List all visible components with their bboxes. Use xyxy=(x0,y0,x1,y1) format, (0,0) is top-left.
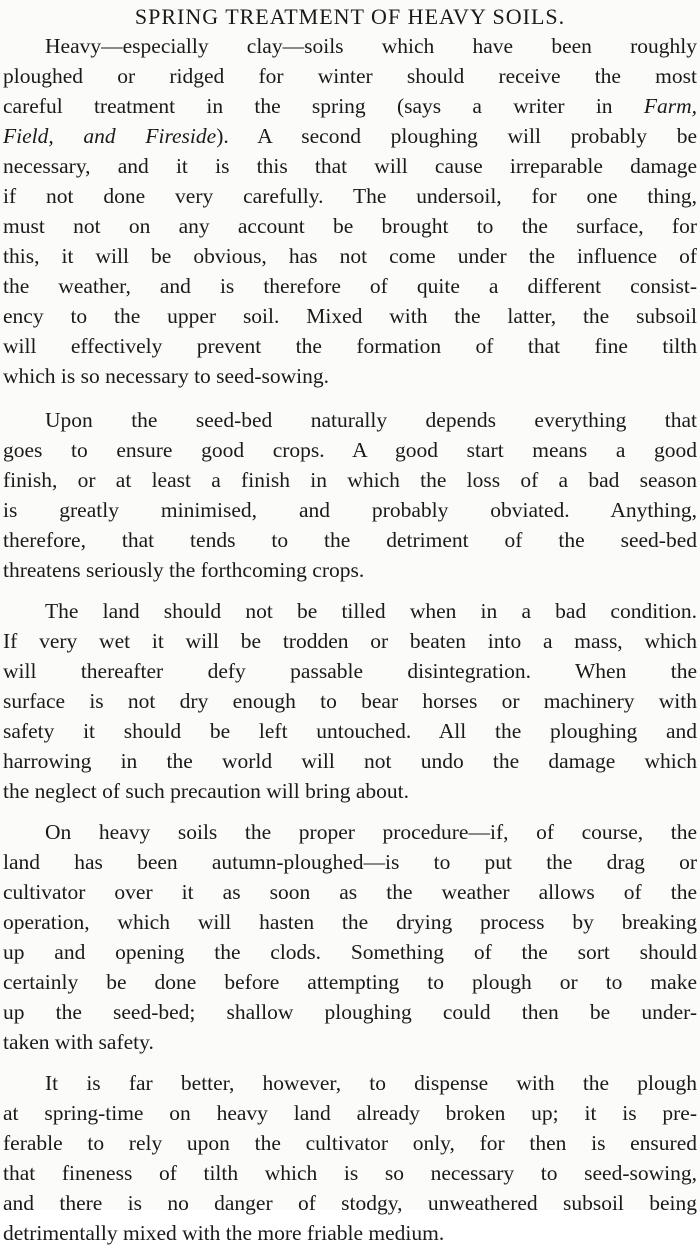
text-line: It is far better, however, to dispense with the plough xyxy=(45,1071,697,1095)
text-line xyxy=(3,91,697,121)
text-line: up and opening the clods. Something of the sort should xyxy=(3,940,697,964)
text-line: finish, or at least a finish in which the loss of a bad season xyxy=(3,468,697,492)
text-line: must not on any account be brought to the surface, for xyxy=(3,214,697,238)
text-line: will effectively prevent the formation of that fine tilth xyxy=(3,334,697,358)
text-line: ency to the upper soil. Mixed with the latter, the subsoil xyxy=(3,304,697,328)
text-line: certainly be done before attempting to plough or to make xyxy=(3,970,697,994)
text-line: detrimentally mixed with the more friable medium. xyxy=(3,1221,445,1245)
italic-publication-name: Farm, xyxy=(643,94,697,118)
text-line: If very wet it will be trodden or beaten into a mass, which xyxy=(3,629,697,653)
text-line: Heavy—especially clay—soils which have been roughly xyxy=(45,34,697,58)
text-line: threatens seriously the forthcoming crops. xyxy=(3,558,365,582)
paragraph-4 xyxy=(3,817,697,1057)
text-line: that fineness of tilth which is so necessary to seed-sowing, xyxy=(3,1161,697,1185)
italic-publication-name: Field, and Fireside xyxy=(3,124,217,148)
text-line: operation, which will hasten the drying process by breaking xyxy=(3,910,697,934)
text-line: this, it will be obvious, has not come under the influence of xyxy=(3,244,697,268)
text-line: safety it should be left untouched. All the ploughing and xyxy=(3,719,697,743)
text-line: at spring-time on heavy land already broken up; it is pre- xyxy=(3,1101,697,1125)
text-line: goes to ensure good crops. A good start means a good xyxy=(3,438,697,462)
article-title: SPRING TREATMENT OF HEAVY SOILS. xyxy=(134,4,566,29)
paragraph-2 xyxy=(3,405,697,585)
text-line: ploughed or ridged for winter should receive the most xyxy=(3,64,697,88)
article-body xyxy=(3,31,697,1248)
text-segment: careful treatment in the spring (says a writer in xyxy=(3,94,613,118)
text-line: therefore, that tends to the detriment of the seed-bed xyxy=(3,528,697,552)
text-line: harrowing in the world will not undo the damage which xyxy=(3,749,697,773)
text-line: ferable to rely upon the cultivator only, for then is ensured xyxy=(3,1131,697,1155)
text-line: On heavy soils the proper procedure—if, of course, the xyxy=(45,820,697,844)
text-line: Upon the seed-bed naturally depends everything that xyxy=(45,408,697,432)
paragraph-5 xyxy=(3,1068,697,1248)
text-line: is greatly minimised, and probably obviated. Anything, xyxy=(3,498,697,522)
text-line: necessary, and it is this that will cause irreparable damage xyxy=(3,154,697,178)
text-line: will thereafter defy passable disintegration. When the xyxy=(3,659,697,683)
text-line: and there is no danger of stodgy, unweathered subsoil being xyxy=(3,1191,697,1215)
text-line: land has been autumn-ploughed—is to put the drag or xyxy=(3,850,697,874)
text-line: the weather, and is therefore of quite a different consist- xyxy=(3,274,697,298)
text-line: taken with safety. xyxy=(3,1030,154,1054)
text-line: if not done very carefully. The undersoil, for one thing, xyxy=(3,184,697,208)
text-line: cultivator over it as soon as the weather allows of the xyxy=(3,880,697,904)
text-line: surface is not dry enough to bear horses or machinery with xyxy=(3,689,697,713)
text-segment: ). A second ploughing will probably be xyxy=(216,124,697,148)
paragraph-3 xyxy=(3,596,697,806)
text-line xyxy=(3,121,697,151)
text-line: which is so necessary to seed-sowing. xyxy=(3,364,330,388)
paragraph-1 xyxy=(3,31,697,391)
text-line: The land should not be tilled when in a bad condition. xyxy=(45,599,697,623)
text-line: the neglect of such precaution will bring about. xyxy=(3,779,409,803)
text-line: up the seed-bed; shallow ploughing could then be under- xyxy=(3,1000,697,1024)
